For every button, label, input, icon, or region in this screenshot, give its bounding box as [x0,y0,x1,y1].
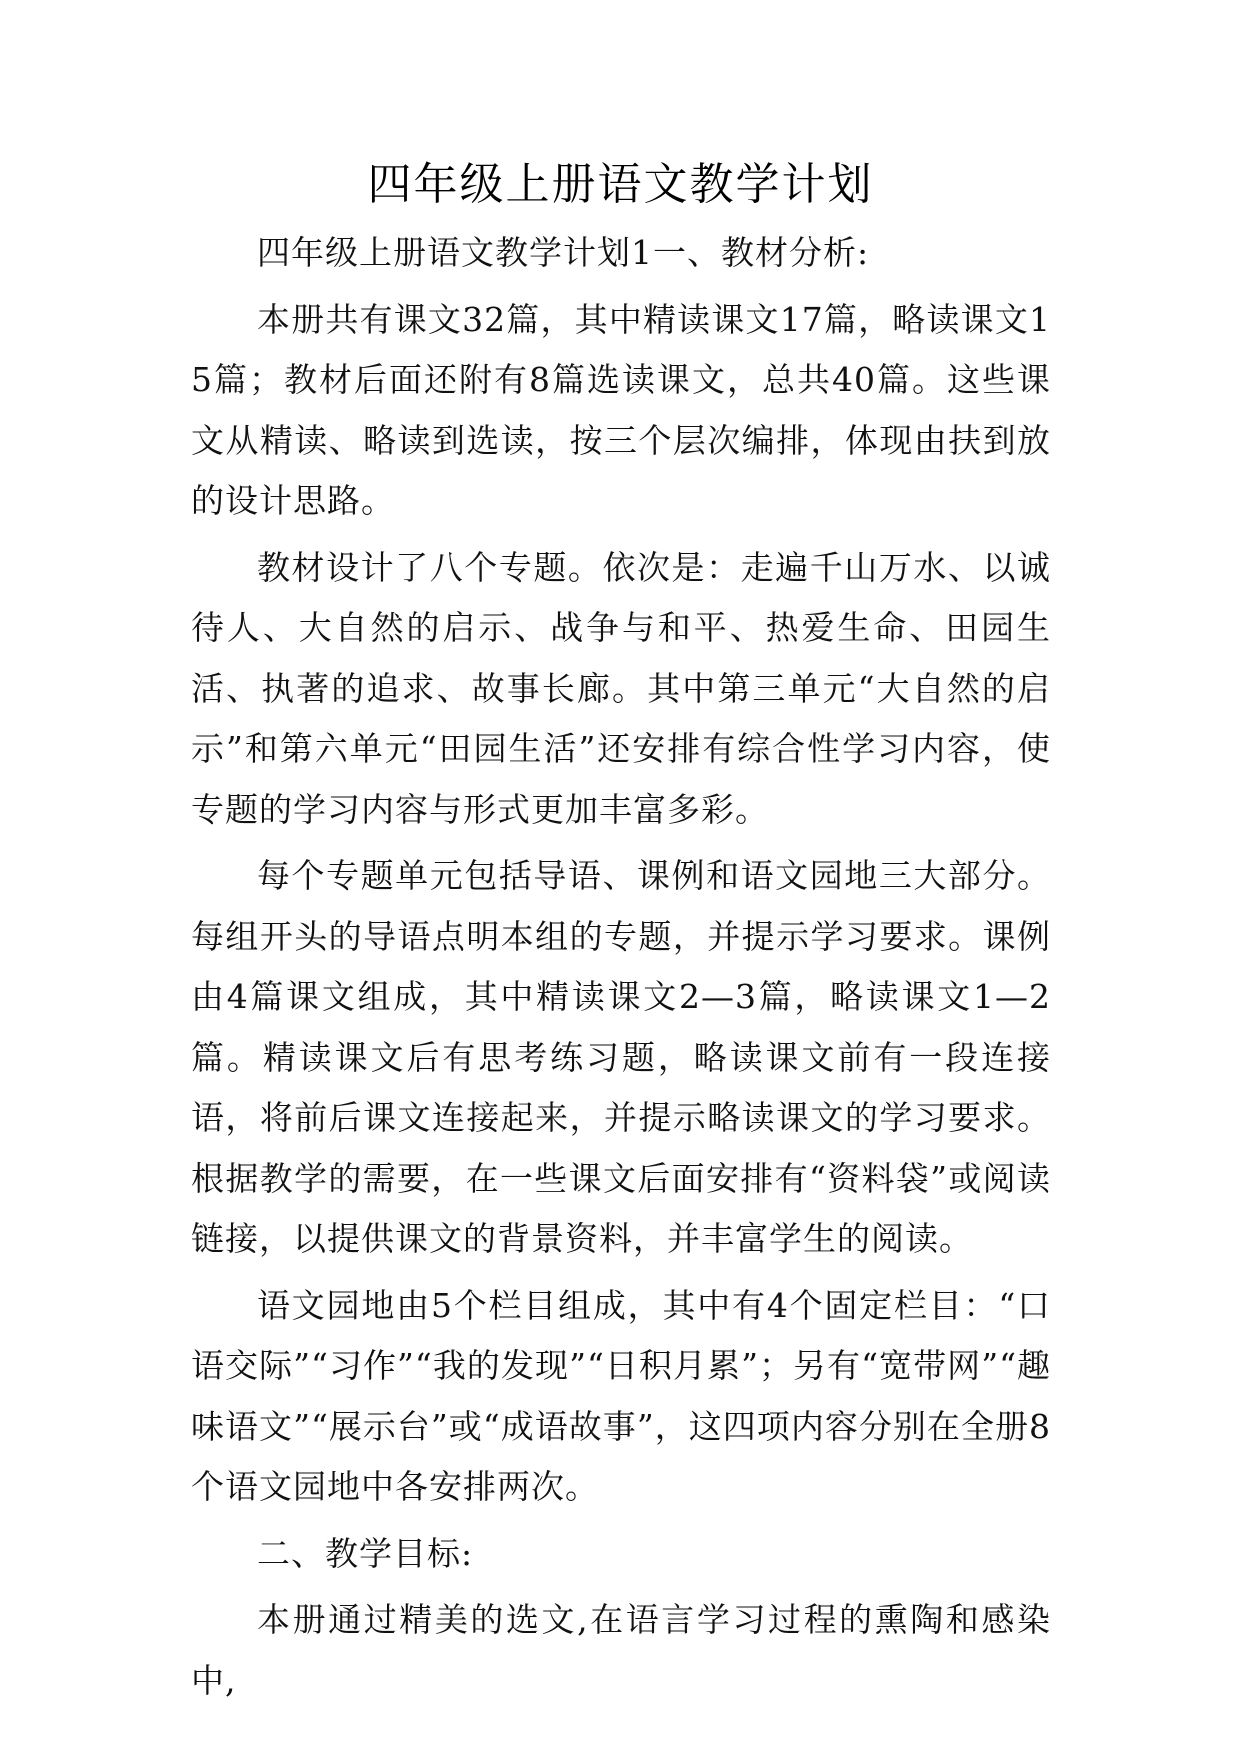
paragraph-unit-structure: 每个专题单元包括导语、课例和语文园地三大部分。每组开头的导语点明本组的专题，并提示学习要求。课例由4篇课文组成，其中精读课文2—3篇，略读课文1—2篇。精读课文后有思考练习题，略读课文前有一段连接语，将前后课文连接起来，并提示略读课文的学习要求。根据教学的需要，在一些课文后面安排有“资料袋”或阅读链接，以提供课文的背景资料，并丰富学生的阅读。 [191,856,1051,1258]
paragraph-text-count: 本册共有课文32篇，其中精读课文17篇，略读课文15篇；教材后面还附有8篇选读课文，总共40篇。这些课文从精读、略读到选读，按三个层次编排，体现由扶到放的设计思路。 [191,299,1051,520]
paragraph-goals-start: 本册通过精美的选文,在语言学习过程的熏陶和感染中, [191,1600,1051,1700]
document-title: 四年级上册语文教学计划 [367,159,874,210]
document-body [191,223,1051,1711]
section-heading-teaching-goals: 二、教学目标: [257,1533,474,1573]
paragraph-topics: 教材设计了八个专题。依次是：走遍千山万水、以诚待人、大自然的启示、战争与和平、热爱生命、田园生活、执著的追求、故事长廊。其中第三单元“大自然的启示”和第六单元“田园生活”还安排有综合性学习内容，使专题的学习内容与形式更加丰富多彩。 [191,547,1051,829]
paragraph-intro: 四年级上册语文教学计划1一、教材分析: [257,233,870,272]
paragraph-language-garden: 语文园地由5个栏目组成，其中有4个固定栏目：“口语交际”“习作”“我的发现”“日积月累”；另有“宽带网”“趣味语文”“展示台”或“成语故事”，这四项内容分别在全册8个语文园地中各安排两次。 [191,1285,1051,1506]
